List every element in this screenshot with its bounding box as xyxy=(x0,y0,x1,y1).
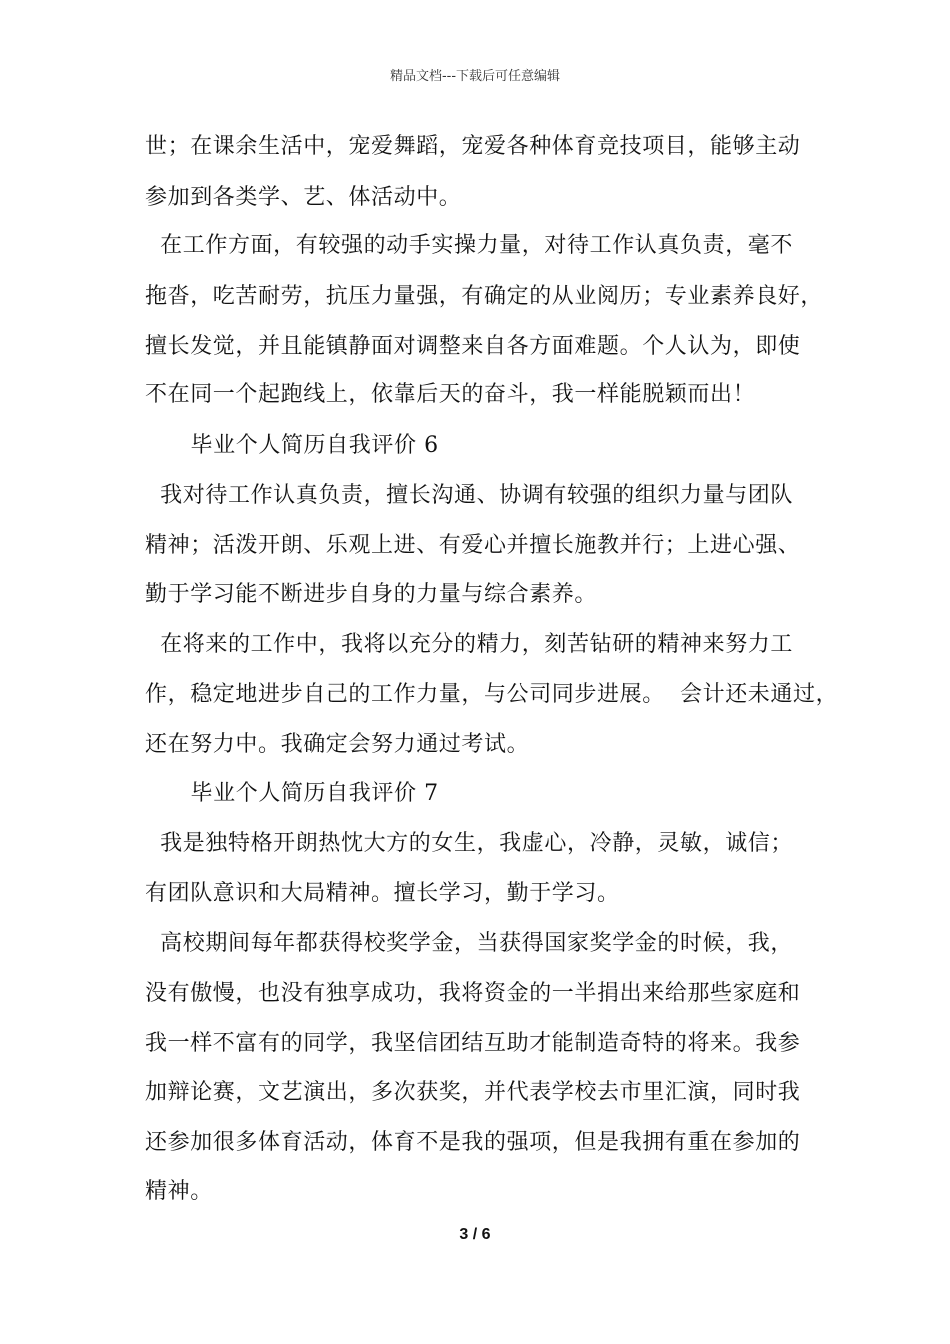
text-line: 高校期间每年都获得校奖学金，当获得国家奖学金的时候，我， xyxy=(145,931,793,956)
text-line: 擅长发觉，并且能镇静面对调整来自各方面难题。个人认为，即使 xyxy=(145,334,801,359)
text-line: 还参加很多体育活动，体育不是我的强项，但是我拥有重在参加的 xyxy=(145,1130,801,1155)
text-line: 有团队意识和大局精神。擅长学习，勤于学习。 xyxy=(145,881,620,906)
text-line: 不在同一个起跑线上，依靠后天的奋斗，我一样能脱颖而出！ xyxy=(145,382,756,407)
text-line: 精神。 xyxy=(145,1179,213,1204)
section-heading: 毕业个人简历自我评价 6 xyxy=(145,433,439,458)
text-line: 在将来的工作中，我将以充分的精力，刻苦钻研的精神来努力工 xyxy=(145,632,793,657)
text-line: 还在努力中。我确定会努力通过考试。 xyxy=(145,732,530,757)
text-line: 我一样不富有的同学，我坚信团结互助才能制造奇特的将来。我参 xyxy=(145,1031,801,1056)
page-header: 精品文档---下载后可任意编辑 xyxy=(389,69,561,84)
text-line: 作，稳定地进步自己的工作力量，与公司同步进展。 会计还未通过， xyxy=(145,682,839,707)
text-line: 精神；活泼开朗、乐观上进、有爱心并擅长施教并行；上进心强、 xyxy=(145,533,801,558)
text-line: 世；在课余生活中，宠爱舞蹈，宠爱各种体育竞技项目，能够主动 xyxy=(145,134,801,159)
section-heading: 毕业个人简历自我评价 7 xyxy=(145,781,439,806)
text-line: 没有傲慢，也没有独享成功，我将资金的一半捐出来给那些家庭和 xyxy=(145,981,801,1006)
text-line: 拖沓，吃苦耐劳，抗压力量强，有确定的从业阅历；专业素养良好， xyxy=(145,284,824,309)
text-line: 在工作方面，有较强的动手实操力量，对待工作认真负责，毫不 xyxy=(145,233,793,258)
text-line: 加辩论赛，文艺演出，多次获奖，并代表学校去市里汇演，同时我 xyxy=(145,1080,801,1105)
text-line: 我对待工作认真负责，擅长沟通、协调有较强的组织力量与团队 xyxy=(145,483,793,508)
text-line: 我是独特格开朗热忱大方的女生，我虚心，冷静，灵敏，诚信； xyxy=(145,831,793,856)
text-line: 参加到各类学、艺、体活动中。 xyxy=(145,185,462,210)
page-number: 3 / 6 xyxy=(459,1226,491,1243)
text-line: 勤于学习能不断进步自身的力量与综合素养。 xyxy=(145,582,598,607)
